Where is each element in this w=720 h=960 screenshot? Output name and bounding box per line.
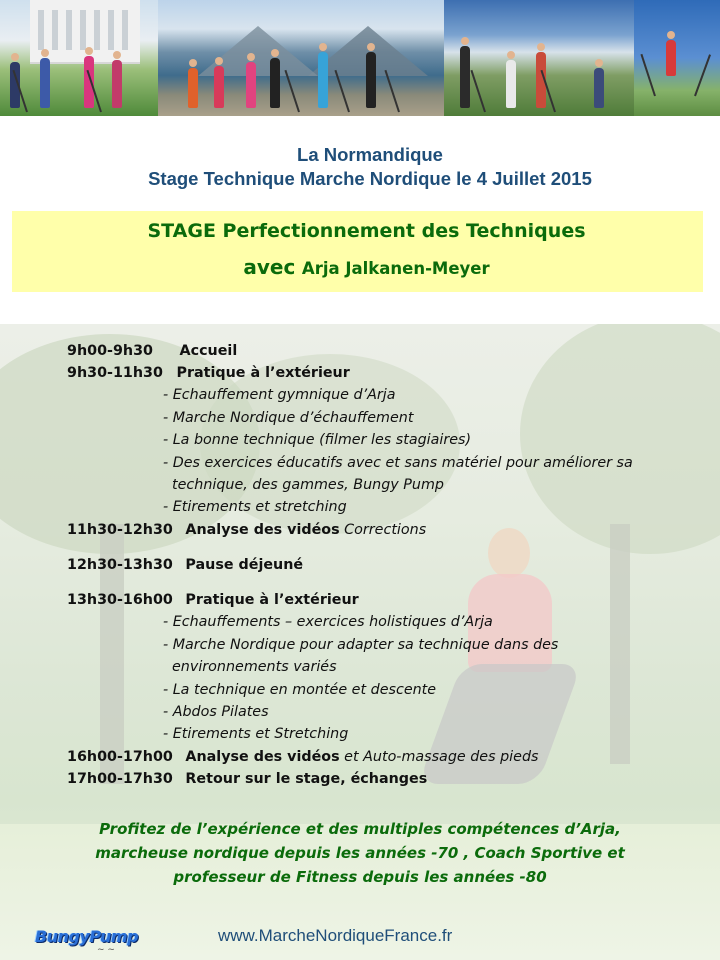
activity-item: environnements variés bbox=[172, 659, 337, 675]
activity-title: Pratique à l’extérieur bbox=[176, 365, 350, 381]
activity-title: Pause déjeuné bbox=[185, 557, 304, 573]
title-line-1: La Normandique bbox=[297, 144, 443, 165]
schedule-row-7 bbox=[67, 769, 427, 789]
logo-signature: ~ ~ bbox=[97, 945, 115, 955]
time-slot: 17h00-17h30 bbox=[67, 771, 173, 787]
closing-line-3: professeur de Fitness depuis les années -80 bbox=[173, 868, 547, 886]
bungypump-logo bbox=[35, 927, 175, 955]
activity-item: technique, des gammes, Bungy Pump bbox=[172, 477, 444, 493]
activity-title: Retour sur le stage, échanges bbox=[185, 771, 428, 787]
website-link[interactable]: www.MarcheNordiqueFrance.fr bbox=[218, 926, 453, 945]
time-slot: 12h30-13h30 bbox=[67, 557, 173, 573]
activity-item: - La bonne technique (filmer les stagiaires) bbox=[163, 432, 472, 448]
activity-item: - Des exercices éducatifs avec et sans matériel pour améliorer sa bbox=[163, 455, 633, 471]
schedule-row-2 bbox=[67, 363, 350, 383]
title-line-2: Stage Technique Marche Nordique le 4 Juillet 2015 bbox=[148, 168, 592, 189]
logo-wordmark: BungyPump bbox=[35, 927, 139, 946]
schedule-row-1 bbox=[67, 341, 237, 361]
activity-item: - Marche Nordique pour adapter sa technique dans des bbox=[163, 637, 559, 653]
time-slot: 13h30-16h00 bbox=[67, 592, 173, 608]
closing-line-1: Profitez de l’expérience et des multiples compétences d’Arja, bbox=[99, 820, 621, 838]
coach-name: Arja Jalkanen-Meyer bbox=[301, 259, 490, 278]
time-slot: 11h30-12h30 bbox=[67, 522, 173, 538]
time-slot: 9h30-11h30 bbox=[67, 365, 163, 381]
time-slot: 16h00-17h00 bbox=[67, 749, 173, 765]
activity-title: Accueil bbox=[179, 343, 238, 359]
schedule-row-6 bbox=[67, 747, 538, 767]
activity-title: Analyse des vidéos bbox=[185, 749, 340, 765]
activity-extra: Corrections bbox=[344, 522, 427, 538]
closing-line-2: marcheuse nordique depuis les années -70 , Coach Sportive et bbox=[95, 844, 625, 862]
closing-paragraph bbox=[40, 817, 680, 889]
activity-title: Pratique à l’extérieur bbox=[185, 592, 359, 608]
activity-item: - Echauffement gymnique d’Arja bbox=[163, 387, 396, 403]
activity-item: - Echauffements – exercices holistiques d’Arja bbox=[163, 614, 493, 630]
activity-item: - La technique en montée et descente bbox=[163, 682, 437, 698]
schedule-row-4 bbox=[67, 555, 303, 575]
activity-title: Analyse des vidéos bbox=[185, 522, 340, 538]
activity-item: - Marche Nordique d’échauffement bbox=[163, 410, 414, 426]
activity-item: - Etirements et Stretching bbox=[163, 726, 349, 742]
stage-title: STAGE Perfectionnement des Techniques bbox=[147, 220, 586, 242]
stage-avec: avec bbox=[243, 255, 296, 279]
time-slot: 9h00-9h30 bbox=[67, 343, 153, 359]
activity-item: - Abdos Pilates bbox=[163, 704, 269, 720]
schedule-row-3 bbox=[67, 520, 426, 540]
schedule-row-5 bbox=[67, 590, 359, 610]
activity-item: - Etirements et stretching bbox=[163, 499, 347, 515]
activity-extra: et Auto-massage des pieds bbox=[344, 749, 539, 765]
